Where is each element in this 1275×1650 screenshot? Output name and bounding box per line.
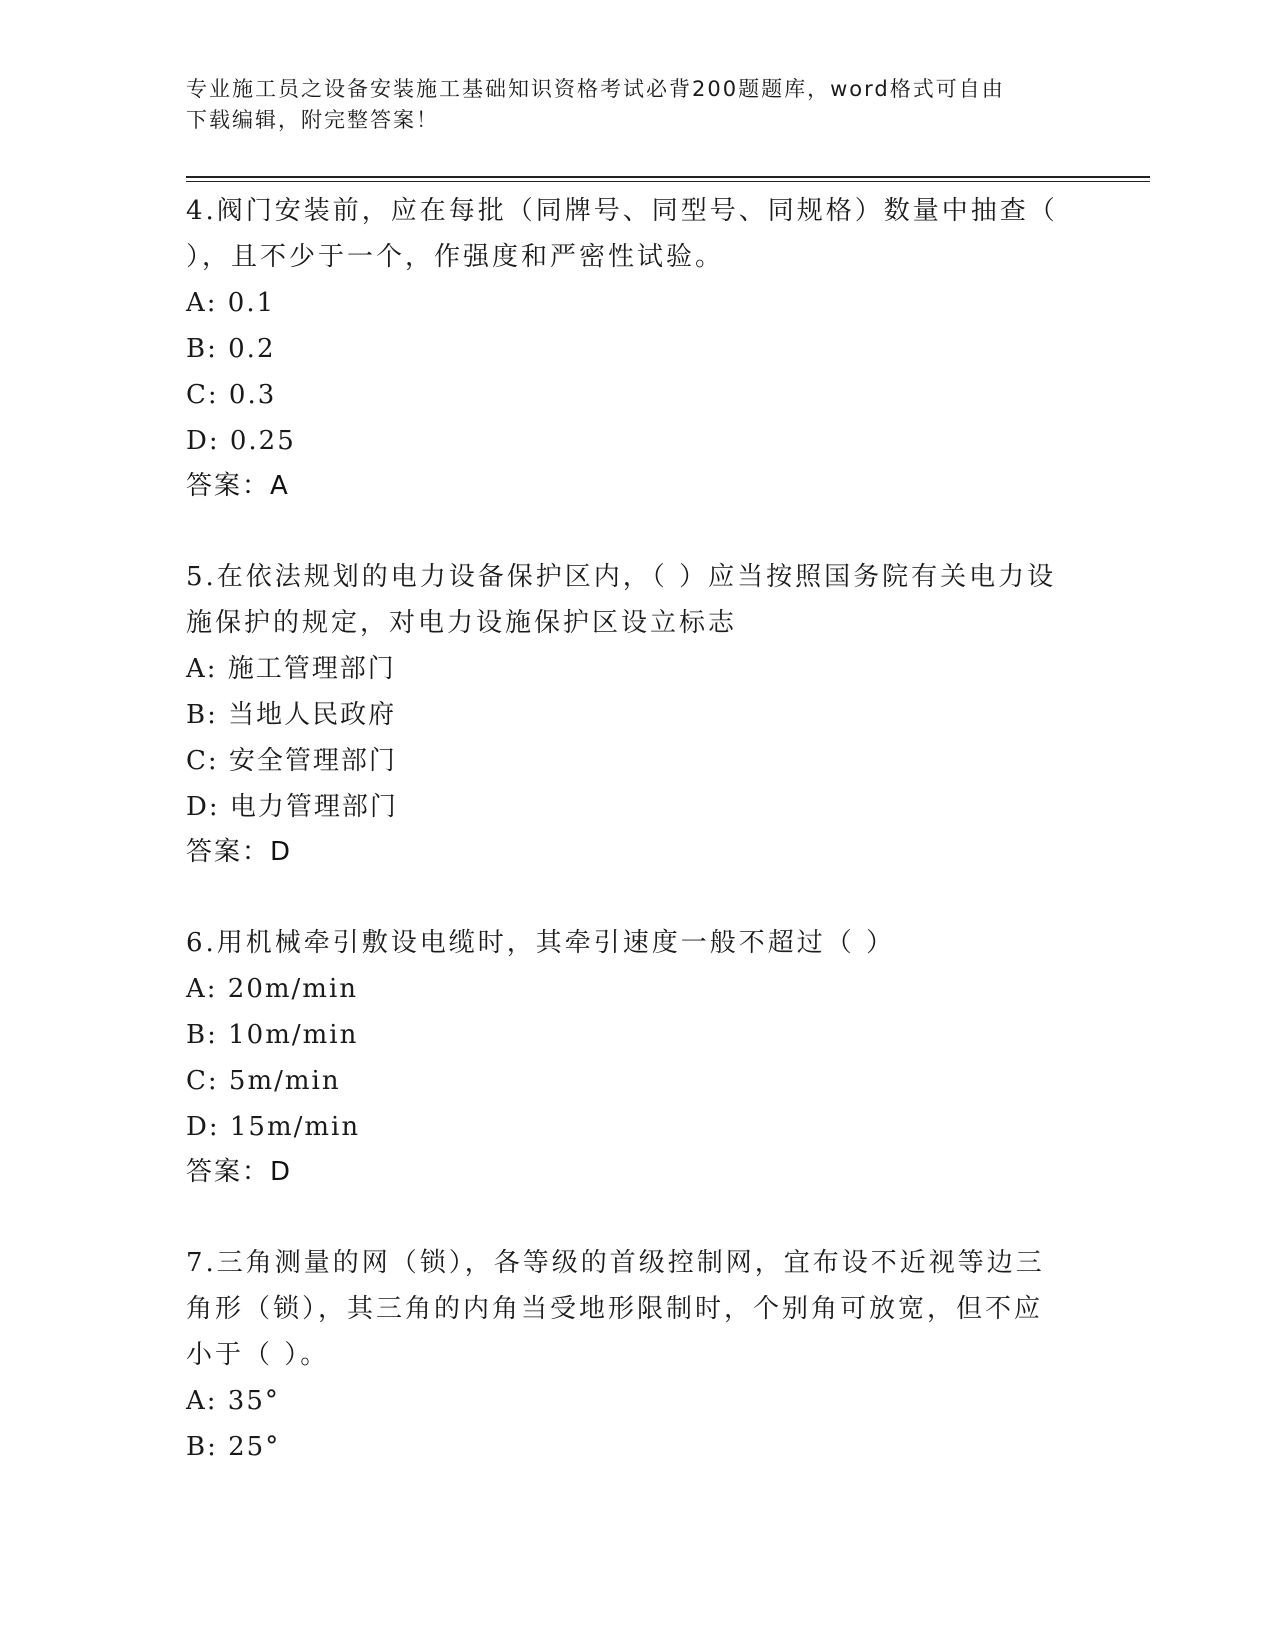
header-line-1: 专业施工员之设备安装施工基础知识资格考试必背200题题库，word格式可自由	[186, 77, 1005, 101]
option-c: C: 0.3	[186, 380, 277, 410]
option-a: A: 0.1	[186, 288, 276, 318]
option-d: D: 0.25	[186, 426, 296, 456]
answer: 答案：A	[186, 471, 290, 501]
answer: 答案：D	[186, 837, 293, 867]
question-5	[186, 554, 1086, 874]
option-c: C: 5m/min	[186, 1066, 341, 1096]
header-rule-thin	[186, 181, 1150, 182]
option-b: B: 10m/min	[186, 1020, 359, 1050]
question-list	[186, 188, 1086, 1516]
question-6	[186, 920, 1086, 1194]
option-a: A: 施工管理部门	[186, 654, 396, 684]
question-7	[186, 1240, 1086, 1470]
option-b: B: 当地人民政府	[186, 700, 397, 730]
option-c: C: 安全管理部门	[186, 746, 397, 776]
question-text-line: ），且不少于一个，作强度和严密性试验。	[186, 242, 725, 272]
question-text-line: 7.三角测量的网（锁），各等级的首级控制网，宜布设不近视等边三	[186, 1248, 1045, 1278]
answer: 答案：D	[186, 1157, 293, 1187]
question-text-line: 4.阀门安装前，应在每批（同牌号、同型号、同规格）数量中抽查（	[186, 196, 1058, 226]
option-a: A: 20m/min	[186, 974, 359, 1004]
option-a: A: 35°	[186, 1386, 280, 1416]
option-b: B: 25°	[186, 1432, 281, 1462]
question-text-line: 小于（ ）。	[186, 1340, 330, 1370]
header-rule-thick	[186, 176, 1150, 178]
question-4	[186, 188, 1086, 508]
question-text-line: 5.在依法规划的电力设备保护区内，（ ）应当按照国务院有关电力设	[186, 562, 1057, 592]
option-d: D: 电力管理部门	[186, 792, 398, 822]
option-d: D: 15m/min	[186, 1112, 361, 1142]
header-line-2: 下载编辑，附完整答案！	[186, 108, 439, 132]
document-header	[186, 74, 1086, 136]
option-b: B: 0.2	[186, 334, 276, 364]
question-text-line: 6.用机械牵引敷设电缆时，其牵引速度一般不超过（ ）	[186, 928, 896, 958]
question-text-line: 施保护的规定，对电力设施保护区设立标志	[186, 608, 738, 638]
question-text-line: 角形（锁），其三角的内角当受地形限制时，个别角可放宽，但不应	[186, 1294, 1044, 1324]
